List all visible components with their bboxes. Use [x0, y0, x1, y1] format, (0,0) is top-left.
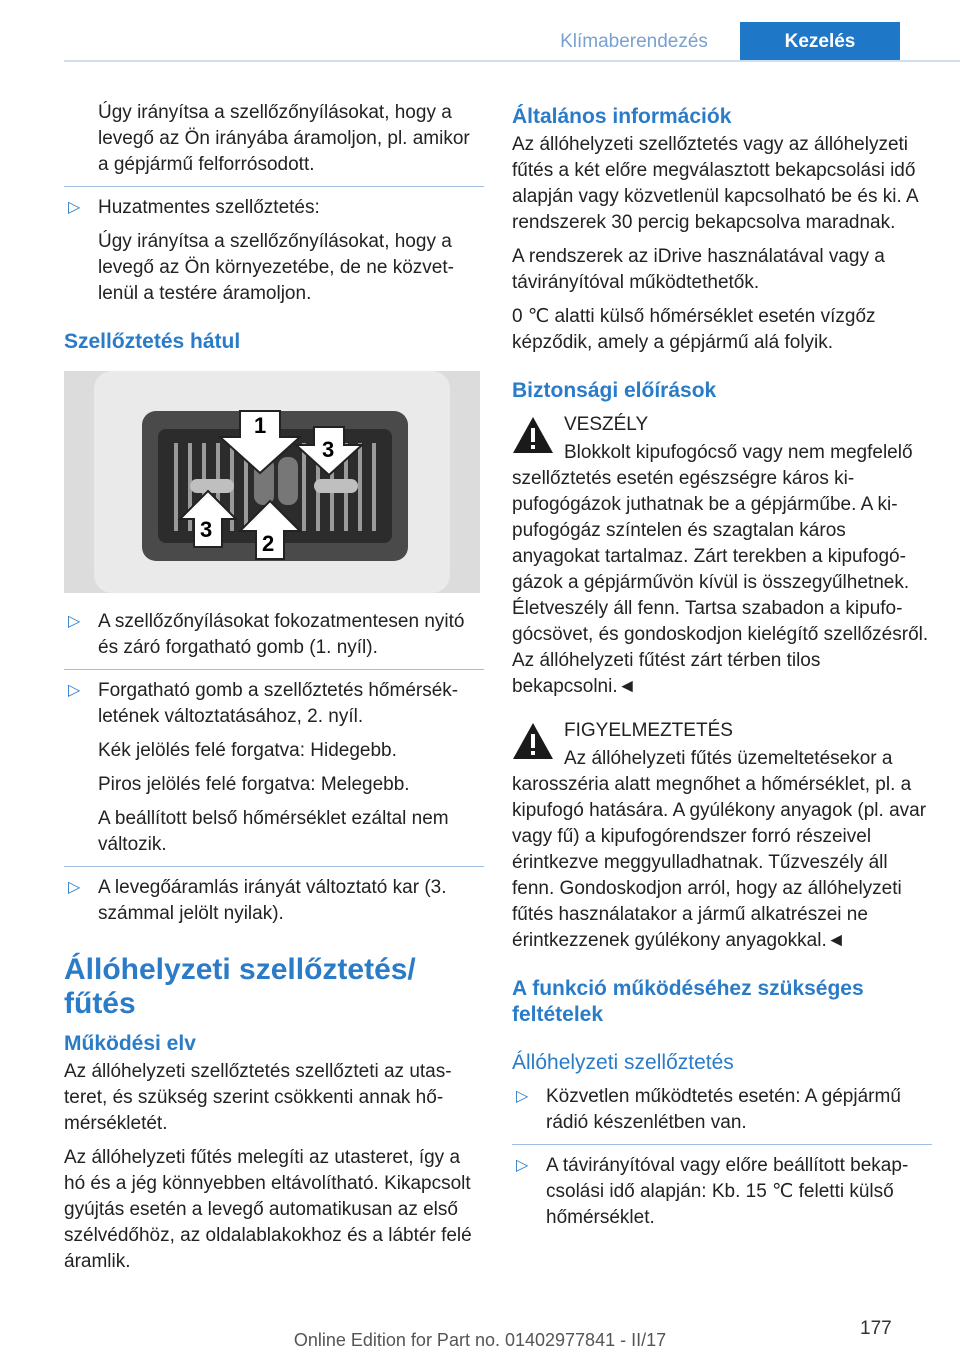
chapter-tab[interactable]: Kezelés	[740, 22, 900, 62]
paragraph: Úgy irányítsa a szellőzőnyílásokat, hogy a levegő az Ön környezetébe, de ne közvetlenül a testére áramoljon.	[98, 231, 454, 304]
bullet-triangle-icon: ▷	[68, 199, 81, 216]
chapter-heading: Állóhelyzeti szellőztetés/ fűtés	[64, 953, 416, 1020]
bullet-triangle-icon: ▷	[68, 682, 81, 699]
paragraph: 0 ℃ alatti külső hőmérséklet esetén vízgőz képződik, amely a gépjármű alá folyik.	[512, 306, 876, 353]
divider	[64, 866, 484, 867]
list-item	[512, 1153, 932, 1231]
paragraph: Az állóhelyzeti fűtés melegíti az utasteret, így a hó és a jég könnyebben eltávolítható. Kikapcsolt gyújtás esetén a levegő automatikusan az első szélvédőhöz, az oldalablakokhoz és a lábtér felé áramlik.	[64, 1147, 472, 1272]
footer-edition: Online Edition for Part no. 01402977841 - II/17	[293, 1330, 667, 1350]
figure-label-2: 2	[262, 531, 275, 556]
list-item	[64, 678, 484, 730]
list-item	[64, 195, 484, 221]
figure-label-3b: 3	[200, 517, 213, 542]
bullet-triangle-icon: ▷	[68, 613, 81, 630]
list-item	[64, 875, 484, 927]
left-column	[64, 100, 484, 1283]
list-item-text: A távirányítóval vagy előre beállított bekapcsolási idő alapján: Kb. 15 ℃ feletti külső hőmérséklet.	[546, 1155, 909, 1228]
list-item	[512, 1084, 932, 1136]
warning-text: Blokkolt kipufogócső vagy nem megfelelő szellőztetés esetén egészségre káros kipufogógázok juthatnak be a gépjárműbe. A kipufogógáz színtelen és szagtalan káros anyagokat tartalmaz. Zárt terekben a kipufogógázok a gépjárművön kívül is összegyűlhetnek. Életveszély áll fenn. Tartsa szabadon a kipufogócsövet, és gondoskodjon kielégítő szellőzésről. Az állóhelyzeti fűtést zárt térben tilos bekapcsolni.◄	[512, 442, 929, 697]
subsection-heading: Állóhelyzeti szellőztetés	[512, 1051, 734, 1074]
page-header	[0, 0, 960, 62]
header-rule	[64, 60, 960, 62]
divider	[512, 1144, 932, 1145]
warning-title: VESZÉLY	[564, 414, 649, 435]
section-heading: Általános információk	[512, 105, 732, 128]
section-tab[interactable]: Klímaberendezés	[560, 31, 708, 52]
warning-text: Az állóhelyzeti fűtés üzemeltetésekor a karosszéria alatt megnőhet a hőmérséklet, pl. a kipufogó hatására. A gyúlékony anyagok (pl. avar vagy fű) a kipufogórendszer forró részeivel érintkezve meggyulladhatnak. Tűzveszély áll fenn. Gondoskodjon arról, hogy az állóhelyzeti fűtés használatakor a jármű alkatrészei ne érintkezzenek gyúlékony anyagokkal.◄	[512, 748, 927, 951]
list-item-text: Forgatható gomb a szellőztetés hőmérsékletének változtatásához, 2. nyíl.	[98, 680, 459, 727]
list-item-text: Közvetlen működtetés esetén: A gépjármű rádió készenlétben van.	[546, 1086, 901, 1133]
rear-vent-figure	[64, 371, 480, 593]
divider	[64, 669, 484, 670]
paragraph: Kék jelölés felé forgatva: Hidegebb.	[98, 740, 397, 761]
bullet-triangle-icon: ▷	[516, 1157, 529, 1174]
section-heading: A funkció működéséhez szükséges feltételek	[512, 977, 864, 1026]
warning-triangle-icon	[512, 722, 554, 760]
paragraph: Úgy irányítsa a szellőzőnyílásokat, hogy a levegő az Ön irányába áramoljon, pl. amikor a gépjármű felforrósodott.	[98, 102, 470, 175]
bullet-triangle-icon: ▷	[68, 879, 81, 896]
warning-title: FIGYELMEZTETÉS	[564, 720, 733, 741]
paragraph: Az állóhelyzeti szellőztetés szellőzteti az utasteret, és szükség szerint csökkenti annak hőmérsékletét.	[64, 1061, 452, 1134]
page-number: 177	[860, 1318, 892, 1339]
danger-warning	[512, 412, 932, 700]
paragraph: Piros jelölés felé forgatva: Melegebb.	[98, 774, 410, 795]
paragraph: A rendszerek az iDrive használatával vagy a távirányítóval működtethetők.	[512, 246, 885, 293]
list-item	[64, 609, 484, 661]
figure-label-3a: 3	[322, 437, 335, 462]
section-heading: Működési elv	[64, 1032, 196, 1055]
section-heading: Biztonsági előírások	[512, 379, 717, 402]
list-item-text: Huzatmentes szellőztetés:	[98, 197, 320, 218]
list-item-text: A szellőzőnyílásokat fokozatmentesen nyitó és záró forgatható gomb (1. nyíl).	[98, 611, 465, 658]
figure-label-1: 1	[254, 413, 267, 438]
bullet-triangle-icon: ▷	[516, 1088, 529, 1105]
paragraph: Az állóhelyzeti szellőztetés vagy az állóhelyzeti fűtés a két előre megválasztott bekapcsolási idő alapján vagy közvetlenül kapcsolható be és ki. A rendszerek 30 percig bekapcsolva maradnak.	[512, 134, 918, 233]
right-column	[512, 100, 932, 1239]
caution-warning	[512, 718, 932, 954]
list-item-text: A levegőáramlás irányát változtató kar (3. számmal jelölt nyilak).	[98, 877, 447, 924]
paragraph: A beállított belső hőmérséklet ezáltal nem változik.	[98, 808, 449, 855]
section-heading: Szellőztetés hátul	[64, 330, 241, 353]
divider	[64, 186, 484, 187]
warning-triangle-icon	[512, 416, 554, 454]
